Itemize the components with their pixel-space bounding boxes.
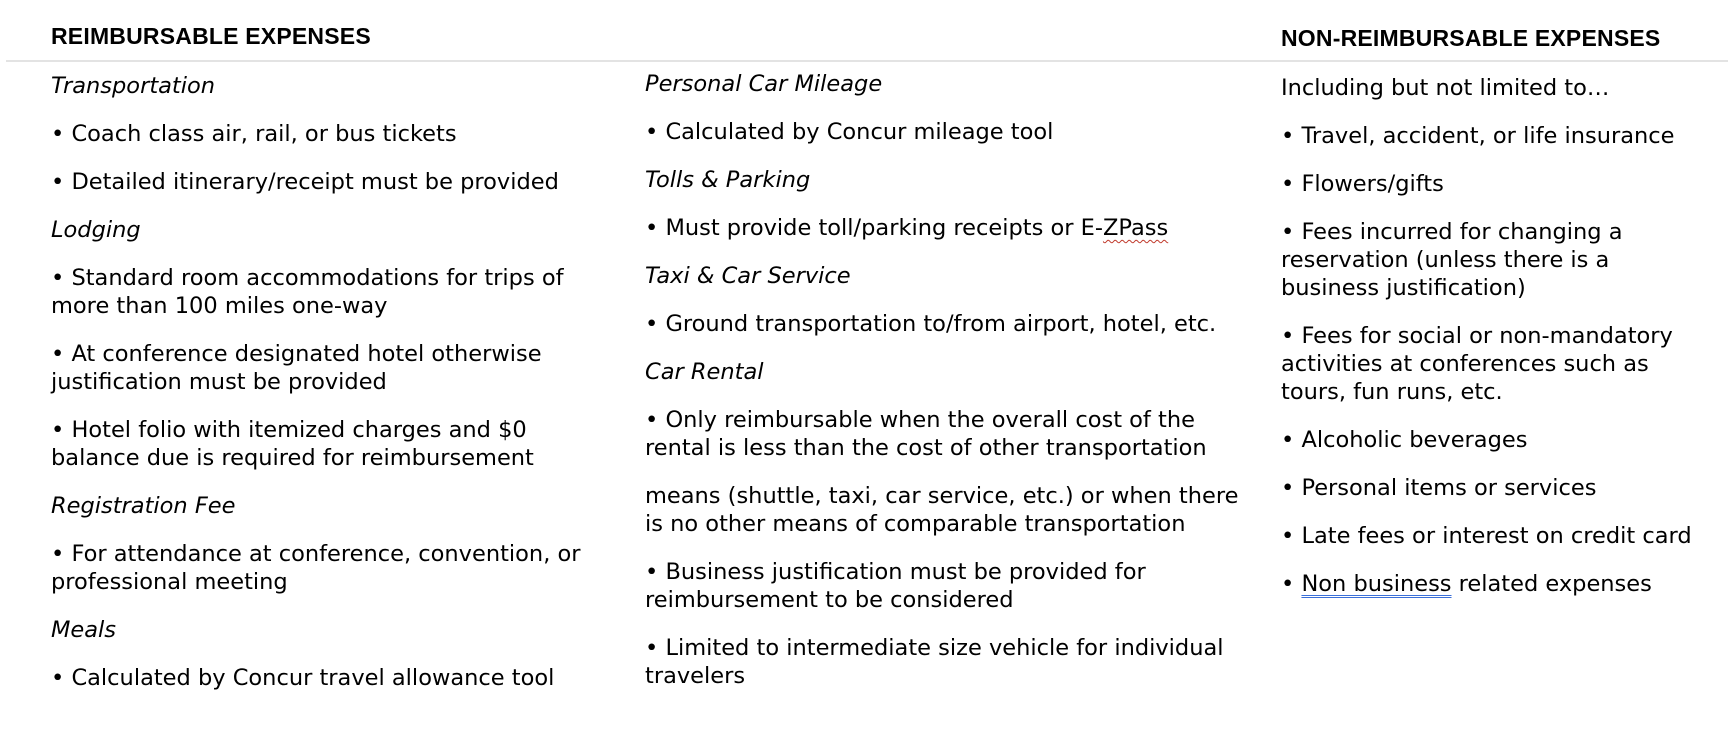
item-text: Must provide toll/parking receipts or E- bbox=[665, 215, 1103, 241]
reimbursable-subheading: Personal Car Mileage bbox=[645, 71, 883, 97]
reimbursable-subheading: Car Rental bbox=[645, 359, 764, 385]
reimbursable-subheading: Lodging bbox=[51, 217, 141, 243]
non-reimbursable-bullet-item: • Fees incurred for changing a reservation (unless there is a business justification) bbox=[1281, 218, 1711, 302]
header-divider bbox=[6, 60, 1728, 62]
non-reimbursable-bullet-item: • Late fees or interest on credit card bbox=[1281, 522, 1711, 550]
reimbursable-bullet-item: • Coach class air, rail, or bus tickets bbox=[51, 120, 621, 148]
reimbursable-subheading: Tolls & Parking bbox=[645, 167, 811, 193]
non-reimbursable-text: Including but not limited to… bbox=[1281, 75, 1610, 101]
reimbursable-bullet-item: • Calculated by Concur mileage tool bbox=[645, 118, 1245, 146]
reimbursable-bullet-item: • Limited to intermediate size vehicle for individual travelers bbox=[645, 634, 1245, 690]
reimbursable-left-list bbox=[51, 72, 621, 712]
non-reimbursable-heading: NON-REIMBURSABLE EXPENSES bbox=[1281, 25, 1661, 51]
reimbursable-bullet-item: • Business justification must be provided for reimbursement to be considered bbox=[645, 558, 1245, 614]
reimbursable-subheading: Transportation bbox=[51, 73, 216, 99]
reimbursable-bullet-item: • For attendance at conference, convention, or professional meeting bbox=[51, 540, 621, 596]
non-reimbursable-bullet-item: • Personal items or services bbox=[1281, 474, 1711, 502]
reimbursable-bullet-item: • Calculated by Concur travel allowance tool bbox=[51, 664, 621, 692]
reimbursable-subheading: Meals bbox=[51, 617, 117, 643]
non-reimbursable-bullet-item bbox=[1281, 570, 1711, 598]
reimbursable-bullet-item: • At conference designated hotel otherwise justification must be provided bbox=[51, 340, 621, 396]
reimbursable-subheading: Taxi & Car Service bbox=[645, 263, 851, 289]
reimbursable-bullet-item: • Standard room accommodations for trips of more than 100 miles one-way bbox=[51, 264, 621, 320]
marked-word: Non business bbox=[1301, 571, 1452, 597]
non-reimbursable-bullet-item: • Travel, accident, or life insurance bbox=[1281, 122, 1711, 150]
marked-word: ZPass bbox=[1102, 215, 1169, 241]
reimbursable-bullet-item: • Hotel folio with itemized charges and $0 balance due is required for reimbursement bbox=[51, 416, 621, 472]
non-reimbursable-list bbox=[1281, 74, 1711, 618]
reimbursable-bullet-item: • Detailed itinerary/receipt must be provided bbox=[51, 168, 621, 196]
reimbursable-subheading: Registration Fee bbox=[51, 493, 236, 519]
non-reimbursable-bullet-item: • Flowers/gifts bbox=[1281, 170, 1711, 198]
item-text: related expenses bbox=[1451, 571, 1652, 597]
non-reimbursable-bullet-item: • Alcoholic beverages bbox=[1281, 426, 1711, 454]
non-reimbursable-bullet-item: • Fees for social or non-mandatory activities at conferences such as tours, fun runs, etc. bbox=[1281, 322, 1711, 406]
reimbursable-heading: REIMBURSABLE EXPENSES bbox=[51, 23, 371, 49]
reimbursable-text: means (shuttle, taxi, car service, etc.) or when there is no other means of comparable transportation bbox=[645, 483, 1239, 537]
reimbursable-bullet-item bbox=[645, 214, 1245, 242]
reimbursable-middle-list bbox=[645, 70, 1245, 710]
reimbursable-bullet-item: • Ground transportation to/from airport, hotel, etc. bbox=[645, 310, 1245, 338]
reimbursable-bullet-item: • Only reimbursable when the overall cost of the rental is less than the cost of other transportation bbox=[645, 406, 1245, 462]
